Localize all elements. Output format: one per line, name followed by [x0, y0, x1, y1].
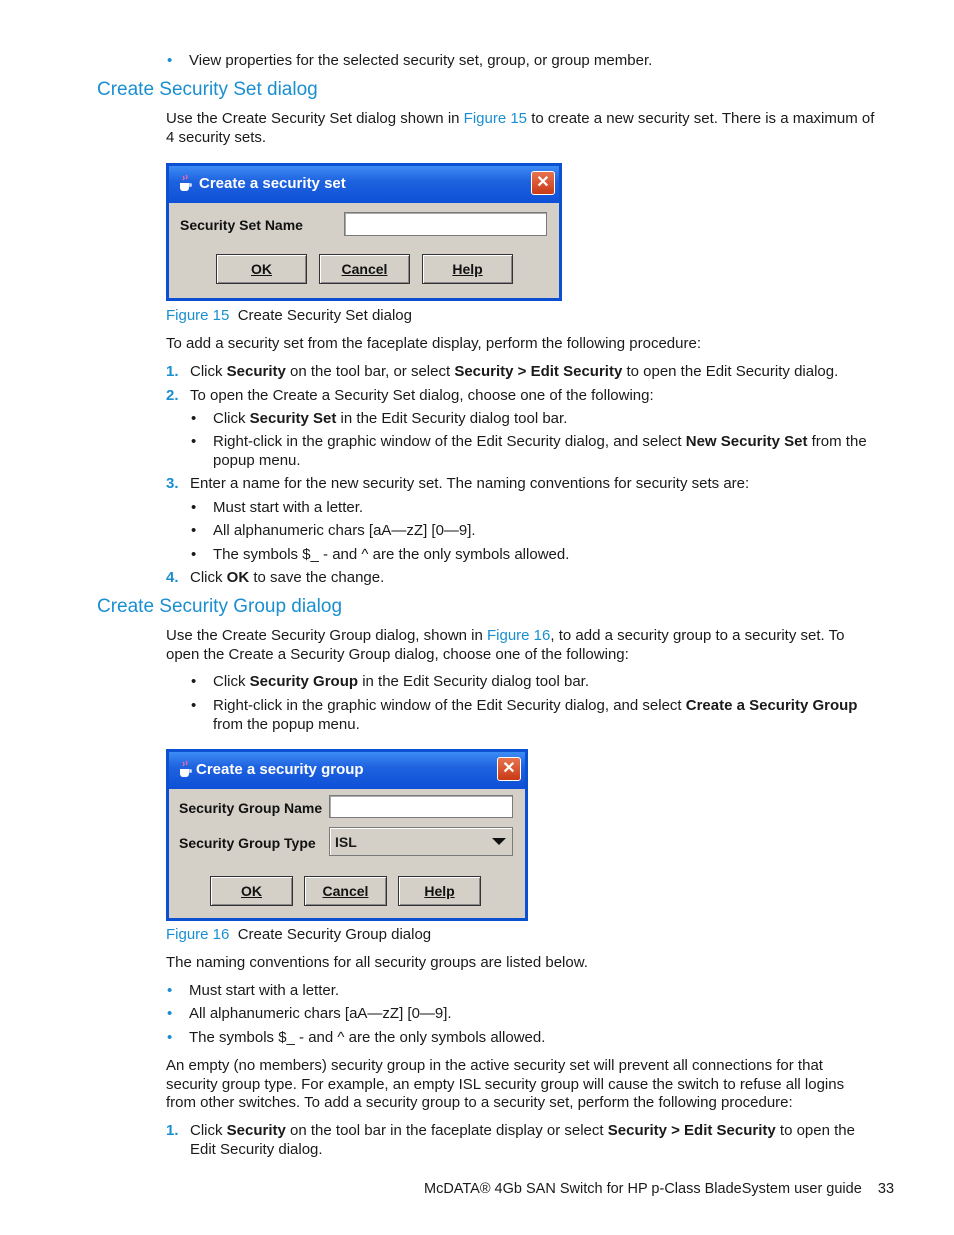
procedure-intro: To add a security set from the faceplate display, perform the following procedure: [166, 335, 701, 352]
ok-button[interactable]: OK [216, 254, 307, 284]
figure-15-link[interactable]: Figure 15 [463, 110, 528, 127]
bullet-item: • The symbols $_ - and ^ are the only symbols allowed. [167, 1029, 546, 1046]
dialog-title: Create a security set [199, 175, 346, 192]
bullet-item: • Must start with a letter. [167, 982, 340, 999]
dialog-title-bar [169, 166, 559, 203]
chevron-down-icon [492, 838, 506, 845]
dialog-title: Create a security group [196, 761, 364, 778]
cancel-button[interactable]: Cancel [319, 254, 410, 284]
sub-bullet: • Click Security Group in the Edit Security dialog tool bar. [191, 673, 590, 690]
page-footer [424, 1181, 894, 1197]
security-group-name-label: Security Group Name [179, 800, 323, 816]
empty-group-paragraph: An empty (no members) security group in the active security set will prevent all connections for that security group type. For example, an empty ISL security group will cause the switch to refuse all logins from other switches. To add a security group to a security set, perform the following procedure: [166, 1057, 845, 1111]
security-group-name-input[interactable] [329, 795, 513, 818]
bullet-item: • View properties for the selected security set, group, or group member. [167, 52, 653, 69]
sub-bullet: • Must start with a letter. [191, 499, 364, 516]
create-security-group-dialog [166, 749, 528, 921]
sub-bullet: • Right-click in the graphic window of the Edit Security dialog, and select New Security Set from the popup menu. [191, 433, 867, 469]
help-button[interactable]: Help [398, 876, 481, 906]
cancel-button[interactable]: Cancel [304, 876, 387, 906]
close-icon[interactable]: ✕ [531, 171, 555, 195]
conventions-intro: The naming conventions for all security groups are listed below. [166, 954, 588, 971]
figure-15-caption: Figure 15 Create Security Set dialog [166, 307, 412, 324]
sub-bullet: • Right-click in the graphic window of the Edit Security dialog, and select Create a Security Group from the popup menu. [191, 697, 858, 733]
security-group-type-select[interactable]: ISL [329, 827, 513, 856]
security-set-name-input[interactable] [344, 212, 547, 236]
help-button[interactable]: Help [422, 254, 513, 284]
close-icon[interactable]: ✕ [497, 757, 521, 781]
page-number: 33 [877, 1181, 895, 1197]
section-heading-security-group: Create Security Group dialog [97, 596, 343, 617]
create-security-set-dialog [166, 163, 562, 301]
footer-title: McDATA® 4Gb SAN Switch for HP p-Class BladeSystem user guide [424, 1181, 862, 1197]
section-heading-security-set: Create Security Set dialog [97, 79, 318, 100]
sub-bullet: • All alphanumeric chars [aA—zZ] [0—9]. [191, 522, 476, 539]
dialog-title-bar [169, 752, 525, 789]
intro-paragraph: Use the Create Security Group dialog, shown in Figure 16, to add a security group to a security set. To open the Create a Security Group dialog, choose one of the following: [166, 627, 845, 663]
security-set-name-label: Security Set Name [180, 217, 303, 233]
figure-16-link[interactable]: Figure 16 [487, 627, 551, 644]
java-cup-icon [177, 760, 193, 778]
sub-bullet: • The symbols $_ - and ^ are the only symbols allowed. [191, 546, 570, 563]
intro-paragraph: Use the Create Security Set dialog shown in Figure 15 to create a new security set. There is a maximum of 4 security sets. [166, 110, 875, 146]
bullet-item: • All alphanumeric chars [aA—zZ] [0—9]. [167, 1005, 452, 1022]
java-cup-icon [177, 174, 193, 192]
sub-bullet: • Click Security Set in the Edit Security dialog tool bar. [191, 410, 568, 427]
figure-16-caption: Figure 16 Create Security Group dialog [166, 926, 432, 943]
ok-button[interactable]: OK [210, 876, 293, 906]
security-group-type-label: Security Group Type [179, 835, 316, 851]
